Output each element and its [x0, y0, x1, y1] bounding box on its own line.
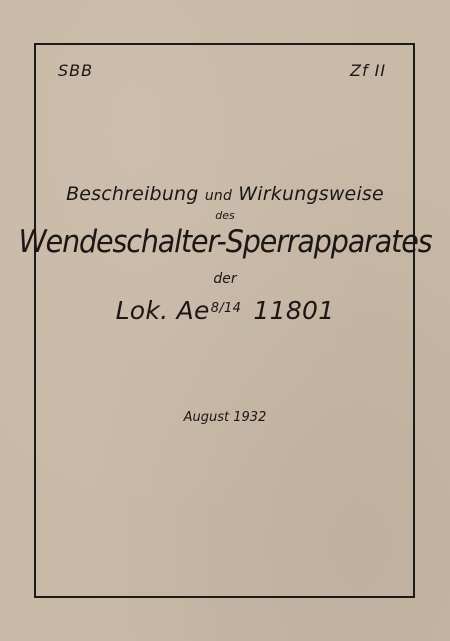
main-title: Wendeschalter-Sperrapparates — [18, 224, 432, 260]
title-word-beschreibung: Beschreibung — [66, 183, 199, 205]
publication-date: August 1932 — [183, 410, 267, 425]
locomotive-number: 11801 — [253, 296, 335, 325]
title-word-wirkungsweise: Wirkungsweise — [238, 183, 384, 205]
locomotive-prefix: Lok. Ae — [115, 296, 210, 325]
title-line-4: der — [213, 271, 237, 287]
title-line-2: des — [215, 209, 235, 222]
title-line-1 — [0, 183, 450, 205]
locomotive-class-fraction: 8/14 — [210, 301, 242, 316]
title-word-und: und — [204, 188, 233, 204]
document-code: Zf II — [350, 61, 387, 80]
sbb-label: SBB — [58, 61, 94, 80]
locomotive-designation — [0, 296, 450, 325]
